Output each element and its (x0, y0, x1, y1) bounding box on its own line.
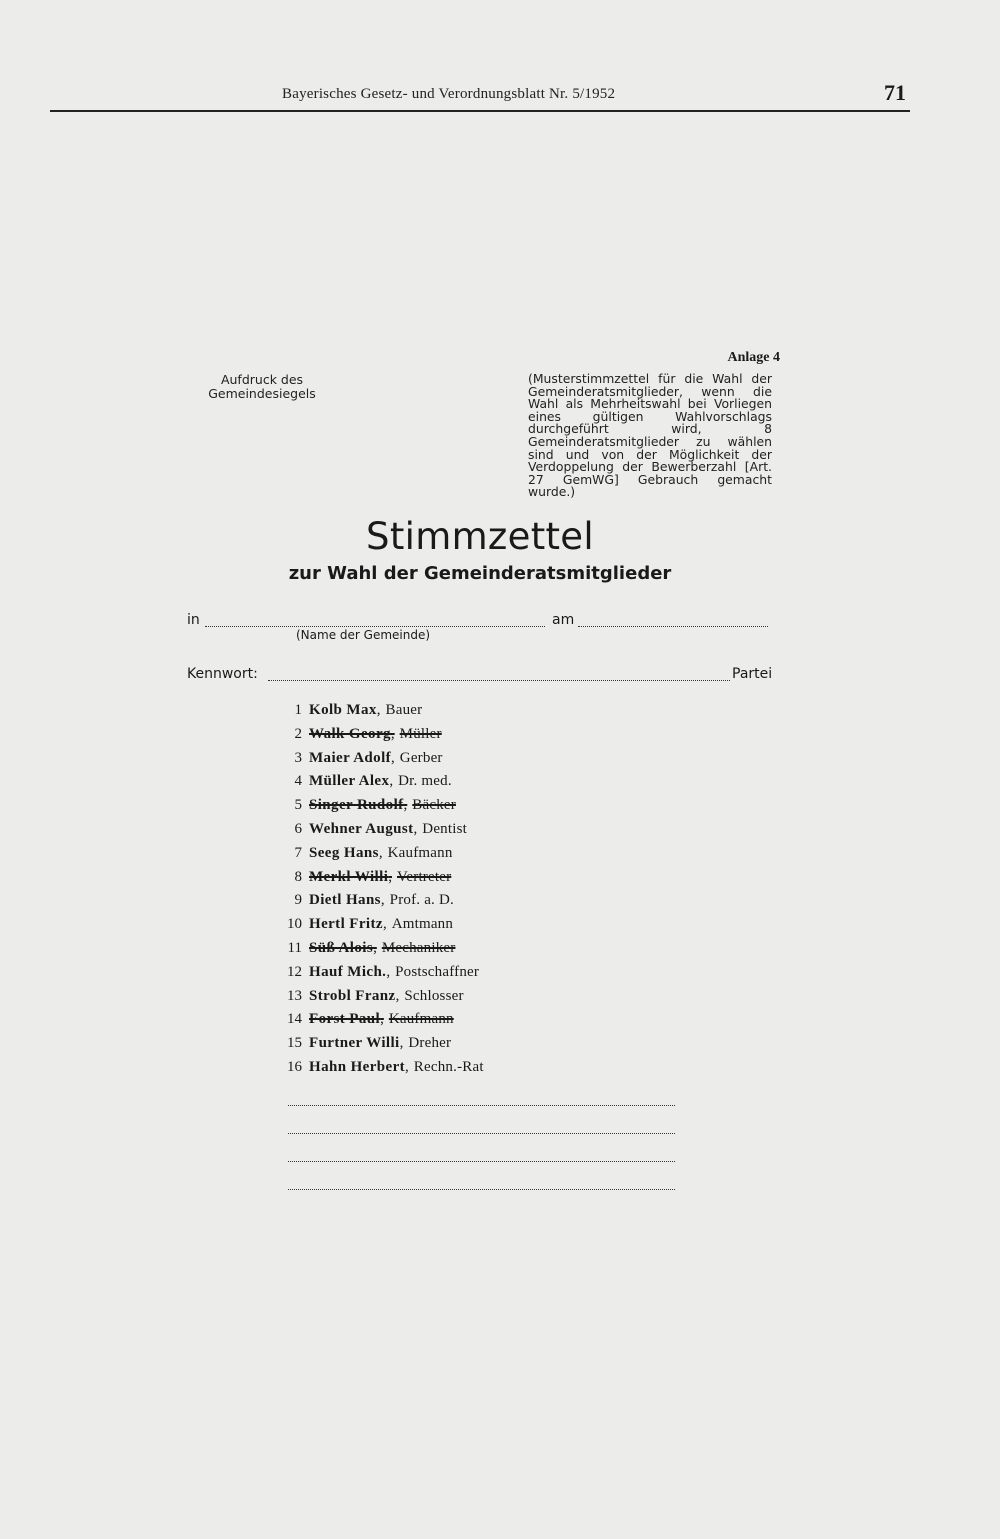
candidate-entry (309, 916, 453, 933)
annex-description: (Musterstimmzettel für die Wahl der Gemeinderatsmitglieder, wenn die Wahl als Mehrheitswahl bei Vorliegen eines gültigen Wahlvorschlags durchgeführt wird, 8 Gemeinderatsmitglieder zu wählen sind und von der Möglichkeit der Verdoppelung der Bewerberzahl [Art. 27 GemWG] Gebrauch gemacht wurde.) (528, 371, 772, 500)
candidate-entry (309, 750, 443, 767)
candidate-name: Wehner August (309, 820, 414, 837)
candidate-name: Dietl Hans (309, 892, 381, 909)
candidate-row (270, 988, 590, 1012)
separator: , (386, 963, 391, 980)
page-number: 71 (884, 80, 906, 105)
candidate-list (270, 702, 590, 1083)
municipality-hint: (Name der Gemeinde) (296, 628, 431, 642)
seal-note-line1: Aufdruck des (220, 372, 304, 387)
candidate-occupation: Müller (399, 725, 442, 742)
candidate-row (270, 916, 590, 940)
candidate-row (270, 1059, 590, 1083)
candidate-row (270, 773, 590, 797)
candidate-row (270, 964, 590, 988)
separator: , (380, 892, 385, 909)
candidate-name: Hahn Herbert (309, 1058, 406, 1075)
party-label: Partei (732, 666, 773, 682)
candidate-row (270, 726, 590, 750)
separator: , (399, 1035, 404, 1052)
candidate-name: Müller Alex (309, 773, 390, 790)
candidate-entry (309, 964, 479, 981)
candidate-name: Furtner Willi (309, 1035, 400, 1052)
candidate-number: 12 (287, 963, 302, 980)
candidate-occupation: Mechaniker (381, 939, 456, 956)
candidate-entry (309, 940, 455, 957)
candidate-row (270, 940, 590, 964)
candidate-occupation: Kaufmann (387, 844, 453, 861)
candidate-name: Singer Rudolf (309, 797, 404, 814)
candidate-name: Kolb Max (309, 702, 377, 718)
candidate-entry (309, 726, 442, 743)
blank-candidate-line[interactable] (288, 1161, 675, 1162)
candidate-number: 16 (287, 1058, 302, 1075)
municipality-field[interactable] (205, 626, 545, 627)
separator: , (405, 1058, 409, 1075)
candidate-name: Hertl Fritz (309, 916, 383, 933)
am-label: am (552, 612, 575, 628)
candidate-entry (309, 845, 453, 862)
candidate-entry (309, 869, 451, 886)
candidate-row (270, 797, 590, 821)
candidate-occupation: Dr. med. (398, 773, 452, 790)
keyword-label: Kennwort: (187, 666, 258, 682)
candidate-row (270, 821, 590, 845)
candidate-number: 7 (294, 844, 302, 861)
candidate-entry (309, 1035, 451, 1052)
candidate-entry (309, 797, 456, 814)
candidate-occupation: Amtmann (391, 916, 454, 933)
candidate-number: 2 (294, 725, 302, 742)
candidate-row (270, 869, 590, 893)
separator: , (391, 749, 395, 766)
candidate-number: 10 (287, 916, 302, 933)
separator: , (389, 773, 394, 790)
candidate-name: Strobl Franz (309, 987, 396, 1004)
candidate-row (270, 702, 590, 726)
candidate-row (270, 845, 590, 869)
candidate-row (270, 1035, 590, 1059)
date-field[interactable] (578, 626, 768, 627)
candidate-occupation: Dreher (408, 1035, 452, 1052)
candidate-occupation: Vertreter (397, 868, 452, 885)
candidate-occupation: Postschaffner (395, 963, 480, 980)
candidate-number: 15 (287, 1035, 302, 1052)
candidate-entry (309, 988, 464, 1005)
candidate-row (270, 892, 590, 916)
candidate-occupation: Schlosser (404, 987, 464, 1004)
seal-note-line2: Gemeindesiegels (208, 386, 316, 401)
candidate-entry (309, 821, 467, 838)
candidate-name: Merkl Willi (309, 868, 389, 885)
separator: , (378, 844, 383, 861)
separator: , (388, 868, 393, 885)
candidate-number: 4 (294, 773, 302, 790)
candidate-number: 11 (287, 939, 302, 956)
candidate-occupation: Kaufmann (388, 1011, 454, 1028)
candidate-name: Süß Alois (309, 939, 374, 956)
candidate-number: 9 (294, 892, 302, 909)
candidate-number: 6 (294, 820, 302, 837)
candidate-number: 3 (294, 749, 302, 766)
candidate-entry (309, 892, 454, 909)
ballot-title: Stimmzettel (366, 515, 594, 558)
separator: , (382, 916, 387, 933)
candidate-name: Maier Adolf (309, 749, 392, 766)
header-rule (50, 110, 910, 112)
candidate-occupation: Rechn.-Rat (413, 1058, 484, 1075)
candidate-occupation: Dentist (422, 820, 468, 837)
candidate-number: 13 (287, 987, 302, 1004)
candidate-row (270, 750, 590, 774)
separator: , (413, 820, 418, 837)
candidate-number: 14 (287, 1011, 302, 1028)
candidate-occupation: Bäcker (412, 797, 456, 814)
candidate-entry (309, 1059, 484, 1076)
candidate-name: Seeg Hans (309, 844, 379, 861)
candidate-number: 1 (294, 702, 302, 718)
candidate-entry (309, 702, 422, 719)
blank-candidate-line[interactable] (288, 1133, 675, 1134)
separator: , (395, 987, 400, 1004)
candidate-number: 8 (294, 868, 302, 885)
in-label: in (187, 612, 200, 628)
publication-header: Bayerisches Gesetz- und Verordnungsblatt Nr. 5/1952 (282, 86, 616, 102)
separator: , (403, 797, 408, 814)
blank-candidate-line[interactable] (288, 1189, 675, 1190)
keyword-field[interactable] (268, 680, 730, 681)
annex-title: Anlage 4 (727, 350, 780, 365)
blank-candidate-line[interactable] (288, 1105, 675, 1106)
candidate-entry (309, 773, 452, 790)
separator: , (373, 939, 377, 956)
candidate-occupation: Gerber (399, 749, 443, 766)
candidate-occupation: Prof. a. D. (389, 892, 454, 909)
seal-note (192, 373, 332, 401)
separator: , (390, 725, 395, 742)
separator: , (380, 1011, 384, 1028)
candidate-occupation: Bauer (385, 702, 423, 718)
candidate-number: 5 (294, 797, 302, 814)
candidate-row (270, 1011, 590, 1035)
separator: , (376, 702, 381, 718)
ballot-subtitle: zur Wahl der Gemeinderatsmitglieder (288, 563, 672, 584)
candidate-name: Walk Georg (309, 725, 391, 742)
candidate-entry (309, 1011, 454, 1028)
candidate-name: Forst Paul (309, 1011, 381, 1028)
candidate-name: Hauf Mich. (309, 963, 387, 980)
